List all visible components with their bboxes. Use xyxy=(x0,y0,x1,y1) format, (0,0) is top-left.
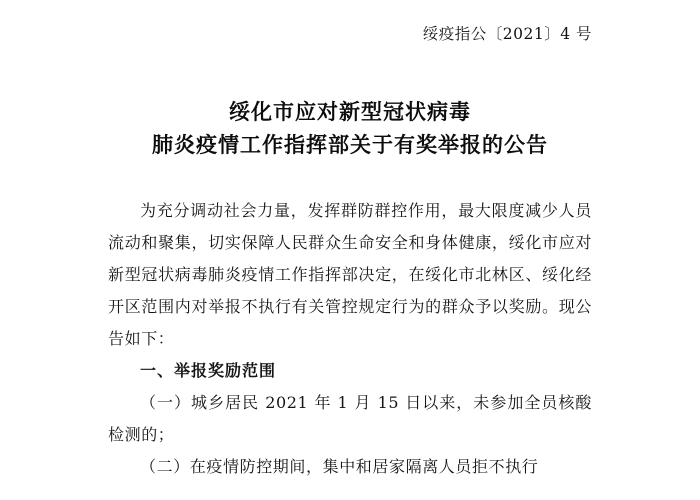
title-line-2: 肺炎疫情工作指挥部关于有奖举报的公告 xyxy=(152,132,548,157)
paragraph-item-1: （一）城乡居民 2021 年 1 月 15 日以来，未参加全员核酸检测的； xyxy=(108,393,592,445)
document-body xyxy=(108,195,592,483)
document-number: 绥疫指公〔2021〕4 号 xyxy=(422,25,592,43)
document-title xyxy=(108,96,592,161)
paragraph-item-2: （二）在疫情防控期间，集中和居家隔离人员拒不执行 xyxy=(140,457,539,477)
paragraph-intro: 为充分调动社会力量，发挥群防群控作用，最大限度减少人员流动和聚集，切实保障人民群众生命安全和身体健康，绥化市应对新型冠状病毒肺炎疫情工作指挥部决定，在绥化市北林区、绥化经开区范围内对举报不执行有关管控规定行为的群众予以奖励。现公告如下： xyxy=(108,201,592,349)
title-line-1: 绥化市应对新型冠状病毒 xyxy=(229,100,471,124)
section-heading-1: 一、举报奖励范围 xyxy=(140,361,277,381)
